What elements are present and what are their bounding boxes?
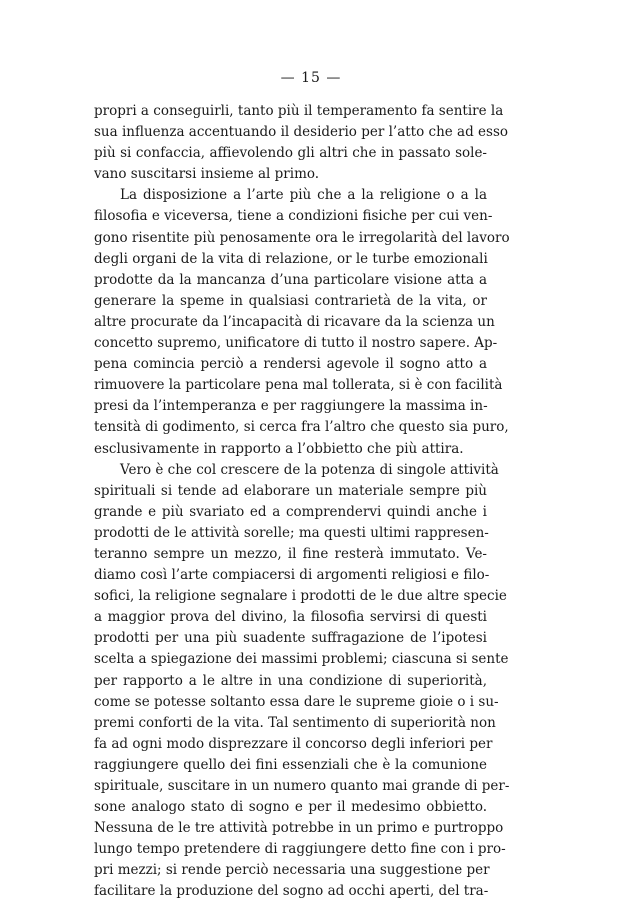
text-line: scelta a spiegazione dei massimi problemi; ciascuna si sente xyxy=(94,651,509,668)
text-line: La disposizione a l’arte più che a la religione o a la xyxy=(120,187,487,204)
text-line: facilitare la produzione del sogno ad occhi aperti, del tra- xyxy=(94,883,489,900)
text-line: lungo tempo pretendere di raggiungere detto fine con i pro- xyxy=(94,841,506,858)
text-line: generare la speme in qualsiasi contrarietà de la vita, or xyxy=(94,292,487,309)
text-line: Nessuna de le tre attività potrebbe in un primo e purtroppo xyxy=(94,820,504,837)
text-line: pri mezzi; si rende perciò necessaria una suggestione per xyxy=(94,862,490,879)
text-line: raggiungere quello dei fini essenziali che è la comunione xyxy=(94,756,487,773)
text-line: per rapporto a le altre in una condizione di superiorità, xyxy=(94,672,487,689)
text-line: più si confaccia, affievolendo gli altri che in passato sole- xyxy=(94,145,487,162)
text-line: degli organi de la vita di relazione, or le turbe emozionali xyxy=(94,250,488,267)
page-number: — 15 — xyxy=(280,70,342,86)
text-line: sofici, la religione segnalare i prodotti de le due altre specie xyxy=(94,588,507,605)
text-line: prodotti de le attività sorelle; ma questi ultimi rappresen- xyxy=(94,524,489,541)
text-line: prodotti per una più suadente suffragazione de l’ipotesi xyxy=(94,630,487,647)
text-line: diamo così l’arte compiacersi di argomenti religiosi e filo- xyxy=(94,567,490,584)
text-line: prodotte da la mancanza d’una particolare visione atta a xyxy=(94,271,487,288)
text-line: come se potesse soltanto essa dare le supreme gioie o i su- xyxy=(94,693,499,710)
text-line: vano suscitarsi insieme al primo. xyxy=(94,166,320,183)
text-line: filosofia e viceversa, tiene a condizioni fisiche per cui ven- xyxy=(94,208,493,225)
body-text xyxy=(94,101,510,900)
text-line: concetto supremo, unificatore di tutto il nostro sapere. Ap- xyxy=(94,335,498,352)
text-line: altre procurate da l’incapacità di ricavare da la scienza un xyxy=(94,313,495,330)
text-line: tensità di godimento, si cerca fra l’altro che questo sia puro, xyxy=(94,419,509,436)
text-line: spirituale, suscitare in un numero quanto mai grande di per- xyxy=(94,778,510,794)
text-line: pena comincia perciò a rendersi agevole il sogno atto a xyxy=(94,356,487,373)
text-line: premi conforti de la vita. Tal sentimento di superiorità non xyxy=(94,714,496,731)
text-line: grande e più svariato ed a comprendervi quindi anche i xyxy=(94,503,487,520)
text-line: sone analogo stato di sogno e per il medesimo obbietto. xyxy=(94,799,487,816)
text-line: gono risentite più penosamente ora le irregolarità del lavoro xyxy=(94,229,510,246)
text-line: propri a conseguirli, tanto più il temperamento fa sentire la xyxy=(94,103,504,119)
text-line: a maggior prova del divino, la filosofia servirsi di questi xyxy=(94,609,487,626)
text-line: esclusivamente in rapporto a l’obbietto che più attira. xyxy=(94,440,464,457)
text-line: presi da l’intemperanza e per raggiungere la massima in- xyxy=(94,398,488,415)
text-line: spirituali si tende ad elaborare un materiale sempre più xyxy=(94,482,487,499)
text-line: Vero è che col crescere de la potenza di singole attività xyxy=(120,461,499,478)
text-line: teranno sempre un mezzo, il fine resterà immutato. Ve- xyxy=(94,545,487,562)
text-line: sua influenza accentuando il desiderio per l’atto che ad esso xyxy=(94,124,509,141)
text-line: fa ad ogni modo disprezzare il concorso degli inferiori per xyxy=(94,735,493,752)
text-line: rimuovere la particolare pena mal tollerata, si è con facilità xyxy=(94,377,503,394)
